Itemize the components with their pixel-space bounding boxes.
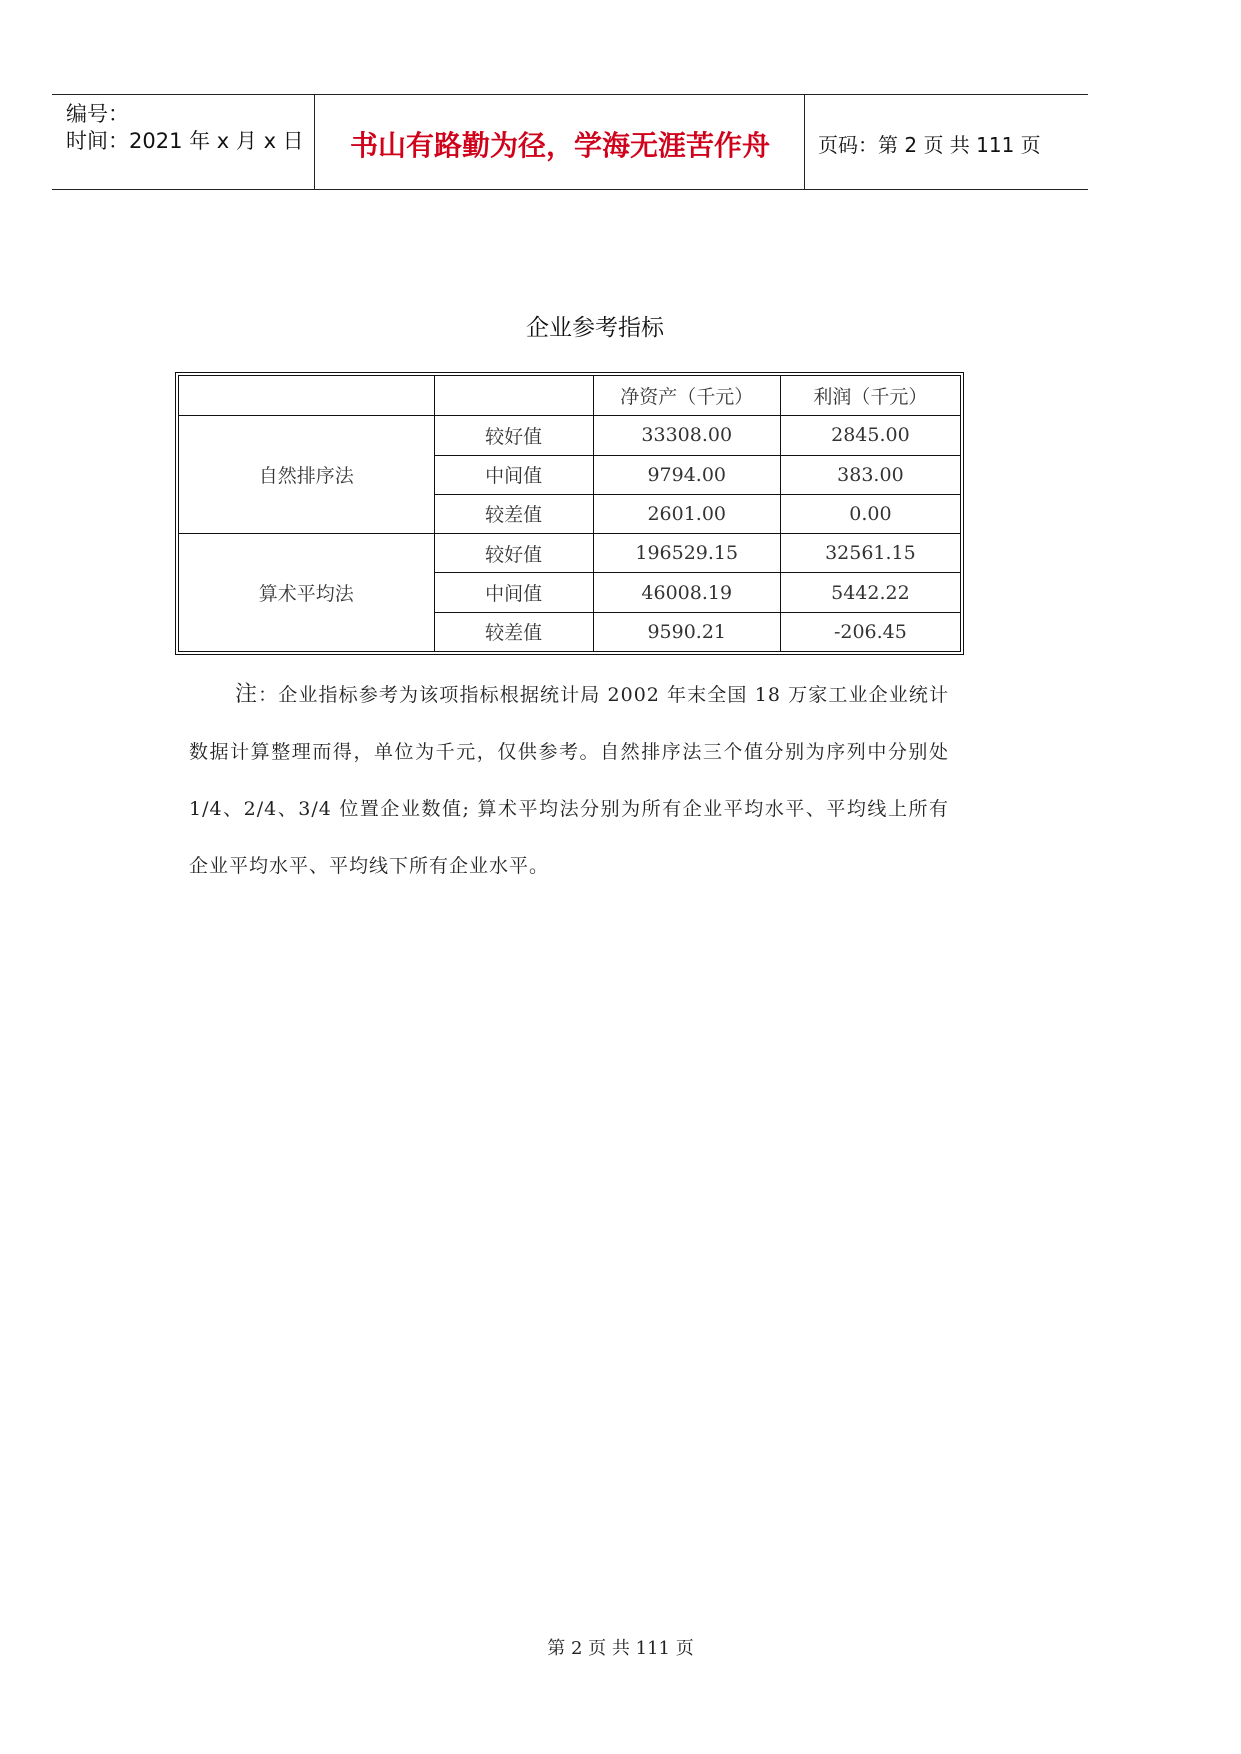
header-page-cell — [806, 95, 1088, 189]
net-assets-cell: 9590.21 — [593, 612, 780, 651]
profit-cell: 2845.00 — [780, 416, 960, 455]
table-row — [179, 416, 961, 455]
profit-cell: 0.00 — [780, 494, 960, 533]
level-cell: 较好值 — [434, 416, 593, 455]
level-cell: 中间值 — [434, 455, 593, 494]
note-label: 注 — [235, 682, 259, 707]
note-paragraph — [189, 666, 949, 895]
method-cell: 算术平均法 — [179, 534, 435, 652]
net-assets-cell: 196529.15 — [593, 534, 780, 573]
level-cell: 较差值 — [434, 612, 593, 651]
net-assets-cell: 33308.00 — [593, 416, 780, 455]
table-header-profit: 利润（千元） — [780, 376, 960, 416]
table-header-cell — [179, 376, 435, 416]
profit-cell: -206.45 — [780, 612, 960, 651]
header-page-code: 页码：第 2 页 共 111 页 — [818, 133, 1041, 157]
method-cell: 自然排序法 — [179, 416, 435, 534]
level-cell: 中间值 — [434, 573, 593, 612]
table-row — [179, 534, 961, 573]
document-header — [52, 94, 1088, 190]
header-motto: 书山有路勤为径，学海无涯苦作舟 — [349, 129, 770, 162]
level-cell: 较好值 — [434, 534, 593, 573]
header-motto-cell — [316, 95, 805, 189]
profit-cell: 5442.22 — [780, 573, 960, 612]
profit-cell: 383.00 — [780, 455, 960, 494]
profit-cell: 32561.15 — [780, 534, 960, 573]
table-header-cell — [434, 376, 593, 416]
table-header-net-assets: 净资产（千元） — [593, 376, 780, 416]
net-assets-cell: 9794.00 — [593, 455, 780, 494]
document-number-label: 编号： — [66, 102, 129, 126]
document-time-label: 时间：2021 年 x 月 x 日 — [66, 129, 304, 153]
table-header-row — [179, 376, 961, 416]
reference-table — [178, 375, 961, 652]
net-assets-cell: 2601.00 — [593, 494, 780, 533]
page-title: 企业参考指标 — [526, 315, 664, 341]
reference-table-frame — [175, 372, 964, 655]
note-text: ：企业指标参考为该项指标根据统计局 2002 年末全国 18 万家工业企业统计数据计算整理而得，单位为千元，仅供参考。自然排序法三个值分别为序列中分别处 1/4、2/4、3/4 位置企业数值; 算术平均法分别为所有企业平均水平、平均线上所有企业平均水平、平均线下所有企业水平。 — [189, 684, 949, 877]
header-info-cell — [52, 95, 315, 189]
page-footer: 第 2 页 共 111 页 — [547, 1638, 694, 1659]
net-assets-cell: 46008.19 — [593, 573, 780, 612]
level-cell: 较差值 — [434, 494, 593, 533]
